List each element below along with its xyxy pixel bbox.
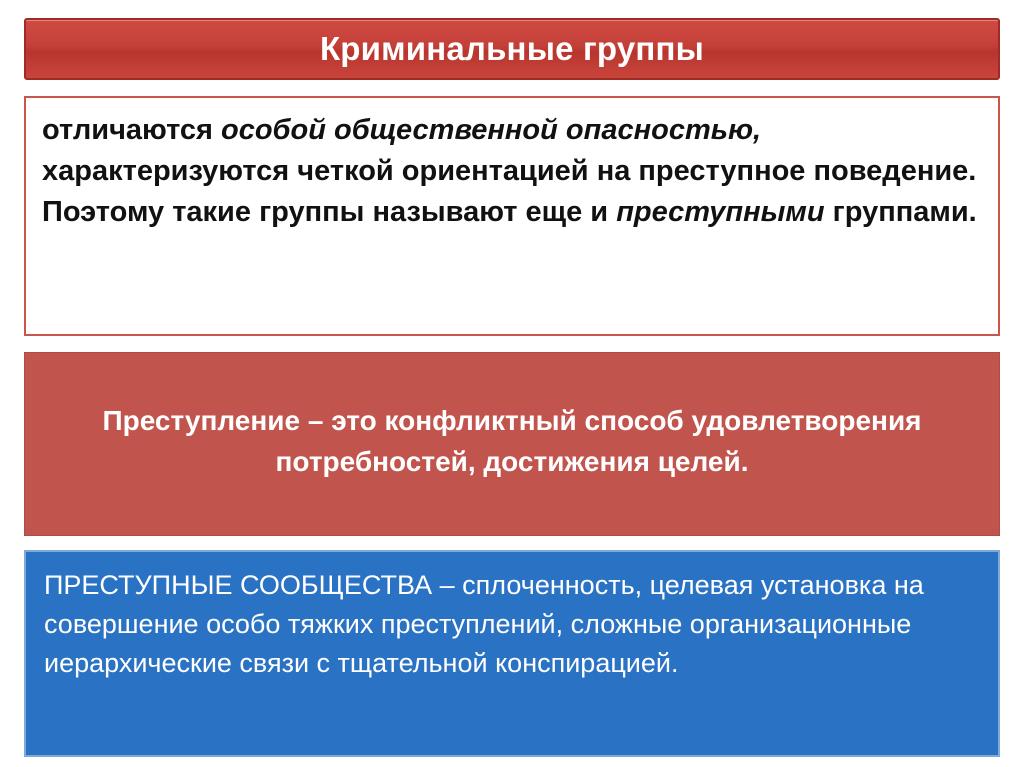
- statement-text: Преступление – это конфликтный способ удовлетворения потребностей, достижения целей.: [102, 405, 922, 477]
- criminal-communities-lead: ПРЕСТУПНЫЕ СООБЩЕСТВА: [44, 570, 433, 600]
- definition-part1: отличаются: [42, 114, 221, 146]
- definition-part3: группами.: [824, 196, 977, 229]
- definition-emphasis2: преступными: [616, 196, 825, 229]
- definition-paragraph: [42, 110, 982, 234]
- definition-box: [24, 96, 1000, 336]
- criminal-communities-paragraph: [44, 566, 980, 683]
- criminal-communities-body: – сплоченность, целевая установка на совершение особо тяжких преступлений, сложные организационные иерархические связи с тщательной конспирацией.: [44, 570, 924, 679]
- definition-emphasis1: особой общественной опасностью,: [221, 114, 762, 146]
- definition-part2: характеризуются четкой ориентацией на преступное поведение. Поэтому такие группы называют еще и: [42, 155, 977, 229]
- title-banner: [24, 18, 1000, 80]
- statement-box: [24, 352, 1000, 536]
- page-title: Криминальные группы: [319, 29, 705, 67]
- criminal-communities-box: [24, 550, 1000, 757]
